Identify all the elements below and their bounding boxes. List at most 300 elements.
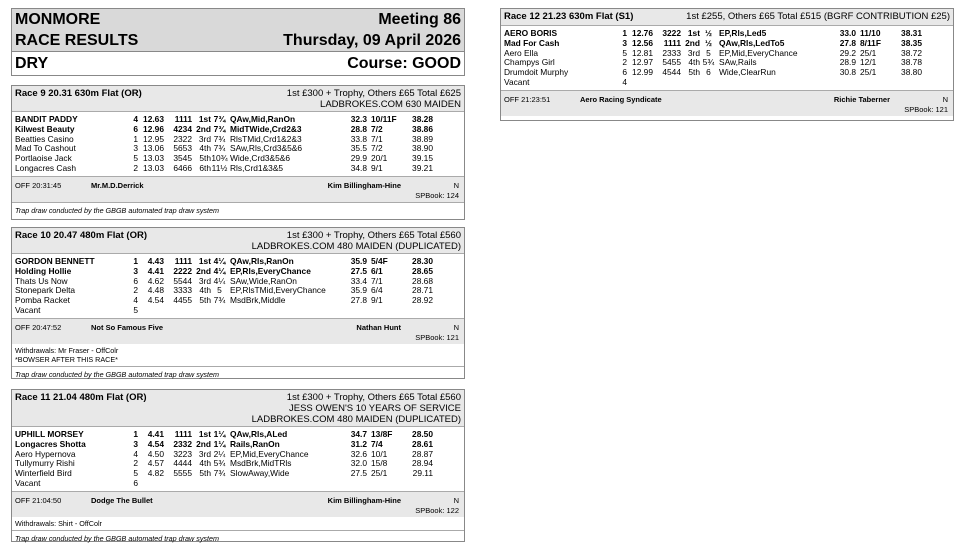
position: 2nd <box>685 37 700 48</box>
sectional: 4.54 <box>147 438 164 449</box>
time: 28.65 <box>412 265 433 276</box>
comment: SAw,Wide,RanOn <box>230 275 297 286</box>
distance: 7¾ <box>213 123 226 134</box>
race-prizes: 1st £300 + Trophy, Others £65 Total £625 <box>286 88 461 99</box>
position: 3rd <box>198 133 211 144</box>
time: 39.21 <box>412 162 433 173</box>
comment: RlsTMid,Crd1&2&3 <box>230 133 302 144</box>
sp: 6/4 <box>371 285 383 296</box>
race-title: Race 9 20.31 630m Flat (OR) <box>15 88 142 99</box>
time: 28.94 <box>412 458 433 469</box>
distance <box>700 78 717 88</box>
comment: MsdBrk,MidTRls <box>230 458 292 469</box>
distance: 4¼ <box>213 275 226 286</box>
time: 38.72 <box>901 47 922 58</box>
distance: 7¾ <box>213 468 226 479</box>
sectional: 12.63 <box>143 114 164 124</box>
table-row <box>504 78 950 88</box>
sectional: 4.41 <box>147 429 164 439</box>
dog-name: Champys Girl <box>504 57 555 68</box>
race-header <box>501 9 953 26</box>
dog-name: Drumdoit Murphy <box>504 67 569 78</box>
comment: SlowAway,Wide <box>230 468 290 479</box>
sp: 7/1 <box>371 133 383 144</box>
dog-name: Winterfield Bird <box>15 468 72 479</box>
dog-name: Vacant <box>504 76 530 87</box>
meeting-header <box>11 8 465 76</box>
position: 2nd <box>196 438 211 449</box>
position: 4th <box>199 143 211 154</box>
winning-owner: Aero Racing Syndicate <box>580 94 662 104</box>
sp: 25/1 <box>860 67 877 78</box>
trap: 5 <box>622 47 627 58</box>
race-title: Race 11 21.04 480m Flat (OR) <box>15 392 147 403</box>
trap: 2 <box>133 162 138 173</box>
trap: 6 <box>133 477 138 488</box>
sectional: 4.48 <box>147 285 164 296</box>
race-card-9 <box>11 85 465 220</box>
bends: 1111 <box>663 37 681 48</box>
weight: 29.9 <box>350 153 367 164</box>
comment: QAw,Mid,RanOn <box>230 114 296 124</box>
distance: 11½ <box>211 162 228 173</box>
comment: EP,RlsTMid,EveryChance <box>230 285 326 296</box>
weight: 28.8 <box>350 123 367 134</box>
race-card-11 <box>11 389 465 542</box>
race-name: JESS OWEN'S 10 YEARS OF SERVICE <box>289 403 461 414</box>
weight: 35.9 <box>350 285 367 296</box>
position: 1st <box>198 256 211 266</box>
weight: 33.0 <box>839 28 856 38</box>
withdrawals-block <box>12 517 464 530</box>
position: 5th <box>199 153 211 164</box>
weight: 32.0 <box>350 458 367 469</box>
sp <box>367 306 407 316</box>
sp: 8/11F <box>860 37 881 48</box>
off-time: OFF 21:23:51 <box>504 94 551 104</box>
bends: 5455 <box>662 57 681 68</box>
sp: 7/4 <box>371 438 383 449</box>
winning-owner: Not So Famous Five <box>91 322 164 332</box>
sectional <box>138 306 164 316</box>
dog-name: Mad To Cashout <box>15 143 76 154</box>
sp: 25/1 <box>371 468 388 479</box>
weight: 27.5 <box>350 265 367 276</box>
dog-name: GORDON BENNETT <box>15 256 95 266</box>
bends: 4455 <box>173 295 192 306</box>
distance <box>211 306 228 316</box>
sp: 10/1 <box>371 448 388 459</box>
going-label: DRY <box>15 54 49 72</box>
sp: 6/1 <box>371 265 383 276</box>
time <box>407 479 433 489</box>
weight: 35.5 <box>350 143 367 154</box>
n-flag: N <box>942 94 948 104</box>
comment: QAw,Rls,LedTo5 <box>719 37 785 48</box>
weight: 34.8 <box>350 162 367 173</box>
time: 28.30 <box>412 256 433 266</box>
n-flag: N <box>453 180 459 190</box>
distance: 7¾ <box>213 143 226 154</box>
dog-name: Tullymurry Rishi <box>15 458 75 469</box>
trap: 2 <box>133 458 138 469</box>
time: 28.61 <box>412 438 433 449</box>
distance: 1¼ <box>213 429 226 439</box>
time: 38.35 <box>901 37 922 48</box>
sp: 7/2 <box>371 143 383 154</box>
results-title: RACE RESULTS <box>15 31 139 49</box>
weight: 31.2 <box>350 438 367 449</box>
comment: Wide,Crd3&5&6 <box>230 153 291 164</box>
time: 28.68 <box>412 275 433 286</box>
distance: 7¾ <box>213 295 226 306</box>
distance: 5 <box>706 47 711 58</box>
bends: 3223 <box>173 448 192 459</box>
trap: 5 <box>133 153 138 164</box>
race-header <box>12 390 464 427</box>
weight: 34.7 <box>350 429 367 439</box>
bends <box>164 479 192 489</box>
dog-name: Longacres Shotta <box>15 438 86 449</box>
time: 38.28 <box>412 114 433 124</box>
dog-name: AERO BORIS <box>504 28 558 38</box>
sp-book: SPBook: 121 <box>415 332 459 342</box>
comment: QAw,Rls,RanOn <box>230 256 294 266</box>
n-flag: N <box>453 495 459 505</box>
race-name-2: LADBROKES.COM 480 MAIDEN (DUPLICATED) <box>251 414 461 425</box>
sectional: 12.96 <box>143 123 164 134</box>
table-row <box>15 164 461 174</box>
sp <box>367 479 407 489</box>
table-row <box>504 68 950 78</box>
position: 2nd <box>196 123 211 134</box>
time: 28.87 <box>412 448 433 459</box>
distance <box>211 479 228 489</box>
sp: 13/8F <box>371 429 393 439</box>
race-card-10 <box>11 227 465 379</box>
withdrawals-block <box>12 344 464 366</box>
weight: 35.9 <box>350 256 367 266</box>
comment: Rls,Crd1&3&5 <box>230 162 284 173</box>
position: 6th <box>199 162 211 173</box>
bends: 3333 <box>173 285 192 296</box>
comment: SAw,Rls,Crd3&5&6 <box>230 143 302 154</box>
comment: Rails,RanOn <box>230 438 280 449</box>
bends: 3545 <box>173 153 192 164</box>
sectional: 4.82 <box>147 468 164 479</box>
table-row <box>15 296 461 306</box>
time: 28.50 <box>412 429 433 439</box>
time: 38.90 <box>412 143 433 154</box>
off-time: OFF 20:47:52 <box>15 322 62 332</box>
sectional: 4.43 <box>147 256 164 266</box>
dog-name: Stonepark Delta <box>15 285 76 296</box>
sp: 9/1 <box>371 162 383 173</box>
distance: 6 <box>706 67 711 78</box>
weight <box>827 78 856 88</box>
sectional: 4.41 <box>147 265 164 276</box>
header-row-1 <box>12 9 464 30</box>
race-title: Race 10 20.47 480m Flat (OR) <box>15 230 148 241</box>
meeting-date: Thursday, 09 April 2026 <box>283 31 461 49</box>
bends: 4544 <box>662 67 681 78</box>
results-table <box>12 254 464 318</box>
table-row <box>15 469 461 479</box>
distance: 1¼ <box>213 438 226 449</box>
off-time: OFF 20:31:45 <box>15 180 62 190</box>
distance: ½ <box>705 37 712 48</box>
weight: 29.2 <box>839 47 856 58</box>
dog-name: Thats Us Now <box>15 275 68 286</box>
time: 39.15 <box>412 153 433 164</box>
sp <box>856 78 896 88</box>
dog-name: Pomba Racket <box>15 295 70 306</box>
time: 38.78 <box>901 57 922 68</box>
position: 4th <box>199 285 211 296</box>
trap: 6 <box>622 67 627 78</box>
winning-owner: Dodge The Bullet <box>91 495 153 505</box>
distance: 7¾ <box>213 133 226 144</box>
sectional: 4.62 <box>147 275 164 286</box>
position <box>192 306 211 316</box>
sp: 25/1 <box>860 47 877 58</box>
dog-name: Portlaoise Jack <box>15 153 72 164</box>
race-prizes: 1st £255, Others £65 Total £515 (BGRF CONTRIBUTION £25) <box>686 11 950 22</box>
course-condition: Course: GOOD <box>347 54 461 72</box>
trap: 5 <box>133 468 138 479</box>
race-name: LADBROKES.COM 480 MAIDEN (DUPLICATED) <box>251 241 461 252</box>
sectional: 13.03 <box>143 162 164 173</box>
sectional: 12.95 <box>143 133 164 144</box>
position: 1st <box>198 429 211 439</box>
sp: 15/8 <box>371 458 388 469</box>
sp-book: SPBook: 124 <box>415 190 459 200</box>
bends: 2332 <box>173 438 192 449</box>
sp: 7/2 <box>371 123 383 134</box>
n-flag: N <box>453 322 459 332</box>
trap: 4 <box>133 295 138 306</box>
race-prizes: 1st £300 + Trophy, Others £65 Total £560 <box>286 392 461 403</box>
sectional: 13.03 <box>143 153 164 164</box>
withdrawals: Withdrawals: Mr Fraser - OffColr <box>15 345 119 355</box>
trap: 1 <box>133 133 138 144</box>
position: 4th <box>688 57 700 68</box>
bends <box>164 306 192 316</box>
bends: 4444 <box>173 458 192 469</box>
dog-name: Holding Hollie <box>15 265 72 276</box>
dog-name: Mad For Cash <box>504 37 560 48</box>
bends: 4234 <box>173 123 192 134</box>
off-bar <box>12 491 464 517</box>
position: 1st <box>687 28 700 38</box>
trainer: Kim Billingham-Hine <box>327 180 401 190</box>
time: 38.89 <box>412 133 433 144</box>
sectional: 12.76 <box>632 28 653 38</box>
trap: 2 <box>622 57 627 68</box>
comment: EP,Rls,EveryChance <box>230 265 311 276</box>
trap: 2 <box>133 285 138 296</box>
race-prizes: 1st £300 + Trophy, Others £65 Total £560 <box>286 230 461 241</box>
trap: 4 <box>133 114 138 124</box>
trap: 3 <box>133 438 138 449</box>
time: 38.31 <box>901 28 922 38</box>
sp: 5/4F <box>371 256 388 266</box>
distance: 5 <box>217 285 222 296</box>
sectional: 12.56 <box>632 37 653 48</box>
trap: 6 <box>133 275 138 286</box>
results-table <box>12 112 464 176</box>
bends <box>653 78 681 88</box>
position <box>681 78 700 88</box>
time: 38.80 <box>901 67 922 78</box>
dog-name: Vacant <box>15 477 41 488</box>
position: 5th <box>199 468 211 479</box>
trap-draw-note: Trap draw conducted by the GBGB automated trap draw system <box>12 366 464 382</box>
sp: 20/1 <box>371 153 388 164</box>
dog-name: Kilwest Beauty <box>15 123 75 134</box>
trap: 3 <box>622 37 627 48</box>
results-table <box>501 26 953 90</box>
off-bar <box>12 176 464 202</box>
dog-name: BANDIT PADDY <box>15 114 78 124</box>
sectional: 12.97 <box>632 57 653 68</box>
sp: 12/1 <box>860 57 877 68</box>
sp: 10/11F <box>371 114 397 124</box>
time <box>407 306 433 316</box>
trap: 3 <box>133 143 138 154</box>
trap: 1 <box>622 28 627 38</box>
distance: 2¼ <box>213 448 226 459</box>
weight: 32.3 <box>350 114 367 124</box>
position <box>192 479 211 489</box>
sp-book: SPBook: 121 <box>904 104 948 114</box>
time: 29.11 <box>412 468 433 479</box>
trap: 1 <box>133 429 138 439</box>
sp: 7/1 <box>371 275 383 286</box>
trap: 3 <box>133 265 138 276</box>
dog-name: Longacres Cash <box>15 162 76 173</box>
distance: ½ <box>705 28 712 38</box>
bends: 2222 <box>173 265 192 276</box>
trap: 5 <box>133 304 138 315</box>
race-title: Race 12 21.23 630m Flat (S1) <box>504 11 634 22</box>
comment: EP,Rls,Led5 <box>719 28 767 38</box>
bends: 5544 <box>173 275 192 286</box>
weight: 28.9 <box>839 57 856 68</box>
distance: 7¾ <box>213 114 226 124</box>
dog-name: UPHILL MORSEY <box>15 429 84 439</box>
trap: 4 <box>622 76 627 87</box>
distance: 10¾ <box>211 153 228 164</box>
comment: EP,Mid,EveryChance <box>230 448 309 459</box>
sectional: 4.57 <box>147 458 164 469</box>
dog-name: Vacant <box>15 304 41 315</box>
distance: 4¼ <box>213 265 226 276</box>
dog-name: Beatties Casino <box>15 133 74 144</box>
comment <box>717 78 827 88</box>
comment: SAw,Rails <box>719 57 757 68</box>
time: 28.71 <box>412 285 433 296</box>
weight: 32.6 <box>350 448 367 459</box>
bends: 2322 <box>173 133 192 144</box>
table-row <box>15 306 461 316</box>
trap: 4 <box>133 448 138 459</box>
position: 2nd <box>196 265 211 276</box>
comment <box>228 306 338 316</box>
distance: 5¾ <box>213 458 226 469</box>
venue-title: MONMORE <box>15 10 101 28</box>
position: 3rd <box>198 275 211 286</box>
position: 3rd <box>687 47 700 58</box>
comment <box>228 479 338 489</box>
trap-draw-note: Trap draw conducted by the GBGB automated trap draw system <box>12 530 464 546</box>
race-card-12 <box>500 8 954 121</box>
position: 3rd <box>198 448 211 459</box>
weight: 27.8 <box>350 295 367 306</box>
comment: MsdBrk,Middle <box>230 295 286 306</box>
bends: 6466 <box>173 162 192 173</box>
trap: 1 <box>133 256 138 266</box>
sectional: 12.81 <box>632 47 653 58</box>
weight: 30.8 <box>839 67 856 78</box>
time: 38.86 <box>412 123 433 134</box>
distance: 5¾ <box>702 57 715 68</box>
position: 4th <box>199 458 211 469</box>
sp: 11/10 <box>860 28 881 38</box>
weight: 33.4 <box>350 275 367 286</box>
race-header <box>12 228 464 254</box>
trainer: Richie Taberner <box>833 94 890 104</box>
race-header <box>12 86 464 112</box>
sectional: 13.06 <box>143 143 164 154</box>
trainer: Nathan Hunt <box>356 322 401 332</box>
distance: 4¼ <box>213 256 226 266</box>
results-table <box>12 427 464 491</box>
weight: 27.8 <box>839 37 856 48</box>
off-time: OFF 21:04:50 <box>15 495 62 505</box>
bends: 1111 <box>174 114 192 124</box>
comment: Wide,ClearRun <box>719 67 776 78</box>
bends: 3222 <box>662 28 681 38</box>
weight: 33.8 <box>350 133 367 144</box>
table-row <box>15 479 461 489</box>
comment: EP,Mid,EveryChance <box>719 47 798 58</box>
dog-name: Aero Ella <box>504 47 538 58</box>
weight: 27.5 <box>350 468 367 479</box>
bends: 1111 <box>174 429 192 439</box>
position: 5th <box>688 67 700 78</box>
sp-book: SPBook: 122 <box>415 505 459 515</box>
position: 5th <box>199 295 211 306</box>
comment: MidTWide,Crd2&3 <box>230 123 302 134</box>
off-bar <box>12 318 464 344</box>
comment: QAw,Rls,ALed <box>230 429 288 439</box>
bowser-note: *BOWSER AFTER THIS RACE* <box>15 354 118 364</box>
sectional: 4.50 <box>147 448 164 459</box>
position: 1st <box>198 114 211 124</box>
weight <box>338 479 367 489</box>
withdrawals: Withdrawals: Shirt - OffColr <box>15 518 102 528</box>
winning-owner: Mr.M.D.Derrick <box>91 180 144 190</box>
sectional: 12.99 <box>632 67 653 78</box>
conditions-row <box>12 51 464 75</box>
sectional: 4.54 <box>147 295 164 306</box>
bends: 5555 <box>173 468 192 479</box>
bends: 5653 <box>173 143 192 154</box>
trap: 6 <box>133 123 138 134</box>
header-row-2 <box>12 30 464 51</box>
trap-draw-note: Trap draw conducted by the GBGB automated trap draw system <box>12 202 464 218</box>
